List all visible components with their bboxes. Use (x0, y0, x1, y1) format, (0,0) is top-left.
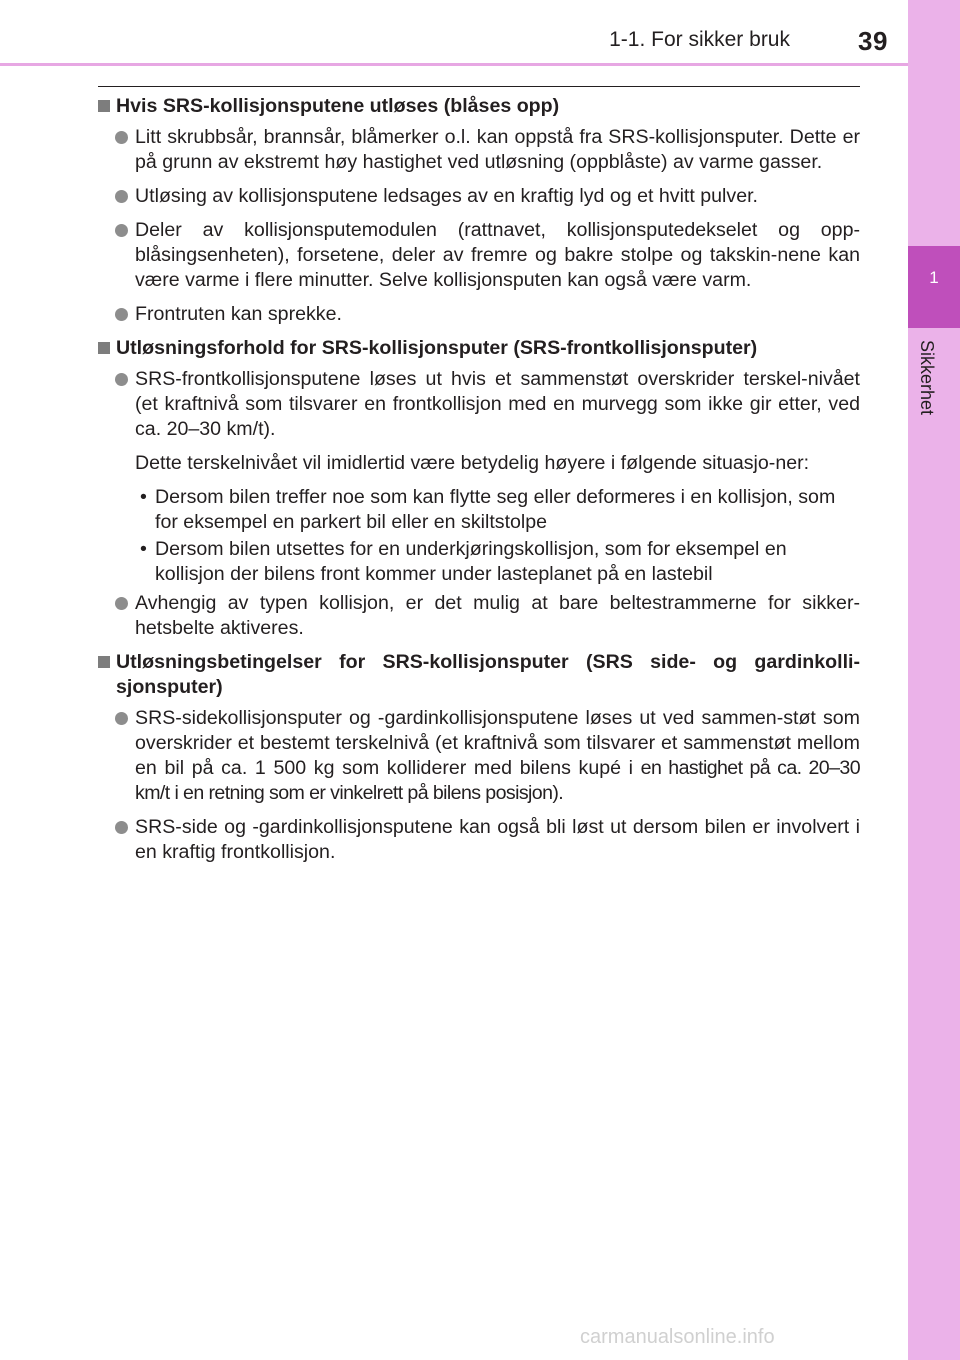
header-rule (0, 63, 908, 66)
sub-list-item (98, 537, 860, 587)
circle-bullet-icon (115, 131, 128, 144)
sub-list-item (98, 485, 860, 535)
chapter-sidebar (908, 0, 960, 1360)
circle-bullet-icon (115, 597, 128, 610)
chapter-tab-number: 1 (929, 268, 939, 287)
list-item (98, 815, 860, 865)
square-bullet-icon (98, 342, 110, 354)
list-item (98, 218, 860, 293)
section-heading (98, 650, 860, 700)
paragraph: Dette terskelnivået vil imidlertid være betydelig høyere i følgende situasjo-ner: (135, 452, 810, 474)
section-heading (98, 94, 860, 119)
section-heading-text: Utløsningsbetingelser for SRS-kollisjonsputer (SRS side- og gardinkolli-sjonsputer) (116, 651, 860, 698)
dot-bullet-icon: • (140, 538, 147, 560)
list-item-text: SRS-sidekollisjonsputer og -gardinkollisjonsputene løses ut ved sammen-støt som overskrider et bestemt terskelnivå (et kraftnivå som tilsvarer et sammenstøt mellom en bil på ca. 1 500 kg som kolliderer med bilens kupé i (135, 707, 860, 779)
list-item (98, 367, 860, 442)
sub-list-item-text: Dersom bilen utsettes for en underkjøringskollisjon, som for eksempel en kollisjon der bilens front kommer under lasteplanet på en lastebil (155, 538, 787, 585)
list-item-text-condensed: en hastighet på ca. 20–30 km/t i en retning som er vinkelrett på bilens posisjon). (135, 757, 860, 804)
list-item-text: Utløsing av kollisjonsputene ledsages av en kraftig lyd og et hvitt pulver. (135, 185, 758, 207)
section-heading (98, 336, 860, 361)
square-bullet-icon (98, 100, 110, 112)
list-item (98, 302, 860, 327)
circle-bullet-icon (115, 308, 128, 321)
circle-bullet-icon (115, 190, 128, 203)
list-item-text: Deler av kollisjonsputemodulen (rattnavet, kollisjonsputedekselet og opp-blåsingsenheten), forsetene, deler av fremre og bakre stolpe og takskin-nene kan være varme i flere minutter. Selve kollisjonsputen kan også være varm. (135, 219, 860, 291)
sub-list-item-text: Dersom bilen treffer noe som kan flytte seg eller deformeres i en kollisjon, som for eksempel en parkert bil eller en skiltstolpe (155, 486, 836, 533)
chapter-tab-label: Sikkerhet (917, 340, 937, 416)
section-heading-text: Utløsningsforhold for SRS-kollisjonsputer (SRS-frontkollisjonsputer) (116, 337, 758, 359)
section-heading-text: Hvis SRS-kollisjonsputene utløses (blåses opp) (116, 95, 560, 117)
page-content (98, 94, 860, 874)
list-item (98, 591, 860, 641)
list-item (98, 706, 860, 806)
list-item-text: Frontruten kan sprekke. (135, 303, 342, 325)
list-item (98, 125, 860, 175)
circle-bullet-icon (115, 224, 128, 237)
list-item-text: SRS-frontkollisjonsputene løses ut hvis et sammenstøt overskrider terskel-nivået (et kraftnivå som tilsvarer en frontkollisjon med en murvegg som ikke gir etter, ved ca. 20–30 km/t). (135, 368, 860, 440)
list-item-text: Litt skrubbsår, brannsår, blåmerker o.l. kan oppstå fra SRS-kollisjonsputer. Dette er på grunn av ekstremt høy hastighet ved utløsning (oppblåste) av varme gasser. (135, 126, 860, 173)
circle-bullet-icon (115, 712, 128, 725)
square-bullet-icon (98, 656, 110, 668)
list-item-text: SRS-side og -gardinkollisjonsputene kan også bli løst ut dersom bilen er involvert i en kraftig frontkollisjon. (135, 816, 860, 863)
circle-bullet-icon (115, 821, 128, 834)
page-number: 39 (858, 26, 888, 56)
chapter-title: 1-1. For sikker bruk (609, 28, 790, 51)
list-item (98, 184, 860, 209)
content-top-rule (98, 86, 860, 87)
circle-bullet-icon (115, 373, 128, 386)
dot-bullet-icon: • (140, 486, 147, 508)
list-item-text: Avhengig av typen kollisjon, er det mulig at bare beltestrammerne for sikker-hetsbelte aktiveres. (135, 592, 860, 639)
watermark: carmanualsonline.info (580, 1326, 775, 1348)
